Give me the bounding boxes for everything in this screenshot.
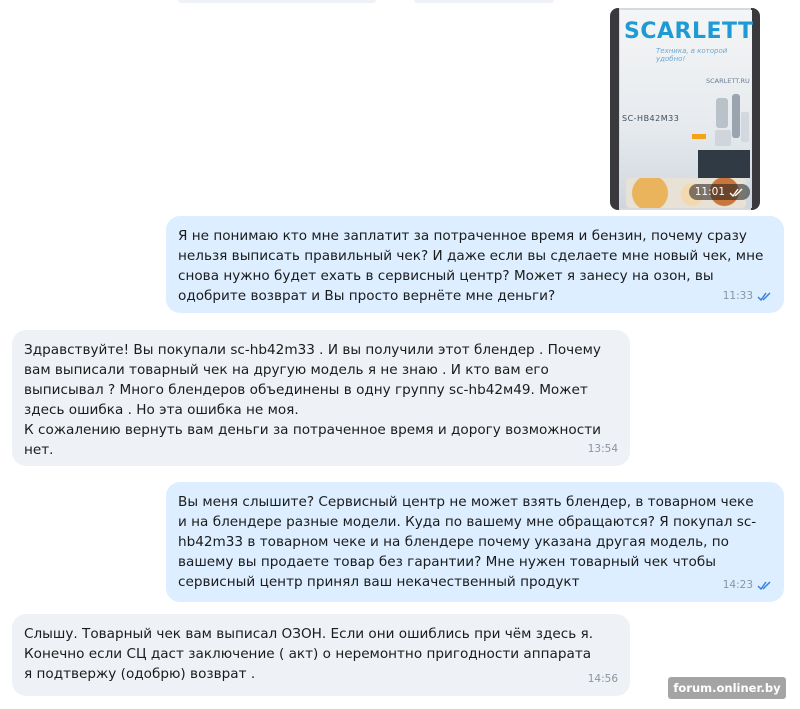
previous-bubble-stub bbox=[178, 0, 376, 3]
incoming-message[interactable] bbox=[12, 614, 630, 696]
outgoing-message[interactable] bbox=[166, 216, 784, 313]
double-check-icon bbox=[757, 581, 772, 590]
box-model: SC-HB42M33 bbox=[622, 114, 680, 123]
box-brand: SCARLETT bbox=[624, 19, 754, 44]
message-timestamp: 14:56 bbox=[587, 673, 618, 685]
box-site: SCARLETT.RU bbox=[706, 77, 750, 85]
photo-timestamp: 11:01 bbox=[689, 184, 750, 200]
message-text: Здравствуйте! Вы покупали sc-hb42m33 . И вы получили этот блендер . Почему вам выписали товарный чек на другую модель я не знаю . И кто вам его выписывал ? Много блендеров объединены в одну группу sc-hb42м49. Может здесь ошибка . Но эта ошибка не моя. К сожалению вернуть вам деньги за потраченное время и дорогу возможности нет. bbox=[24, 342, 601, 458]
box-badge bbox=[692, 134, 706, 139]
source-watermark: forum.onliner.by bbox=[668, 677, 786, 699]
double-check-icon bbox=[757, 292, 772, 301]
message-timestamp: 11:33 bbox=[723, 286, 772, 306]
product-box-image bbox=[620, 10, 752, 208]
double-check-icon bbox=[729, 188, 744, 197]
incoming-message[interactable] bbox=[12, 330, 630, 466]
message-text: Слышу. Товарный чек вам выписал ОЗОН. Если они ошиблись при чём здесь я. Конечно если СЦ даст заключение ( акт) о неремонтно пригодности аппарата я подтвержу (одобрю) возврат . bbox=[24, 626, 594, 682]
message-text: Вы меня слышите? Сервисный центр не может взять блендер, в товарном чеке и на блендере разные модели. Куда по вашему мне обращаются? Я покупал sc- hb42m33 в товарном чеке и на блендере почему указана другая модель, по вашему вы продаете товар без гарантии? Мне нужен товарный чек чтобы сервисный центр принял ваш некачественный продукт bbox=[178, 494, 757, 590]
photo-message[interactable] bbox=[610, 8, 760, 210]
message-timestamp: 14:23 bbox=[723, 575, 772, 595]
previous-bubble-stub bbox=[414, 0, 554, 3]
outgoing-message[interactable] bbox=[166, 482, 784, 602]
box-spec-panel bbox=[698, 150, 750, 178]
blender-illustration bbox=[714, 92, 750, 150]
message-timestamp: 13:54 bbox=[587, 443, 618, 455]
message-text: Я не понимаю кто мне заплатит за потраченное время и бензин, почему сразу нельзя выписать правильный чек? И даже если вы сделаете мне новый чек, мне снова нужно будет ехать в сервисный центр? Может я занесу на озон, вы одобрите возврат и Вы просто вернёте мне деньги? bbox=[178, 228, 764, 304]
box-slogan: Техника, в которой удобно! bbox=[656, 47, 728, 63]
